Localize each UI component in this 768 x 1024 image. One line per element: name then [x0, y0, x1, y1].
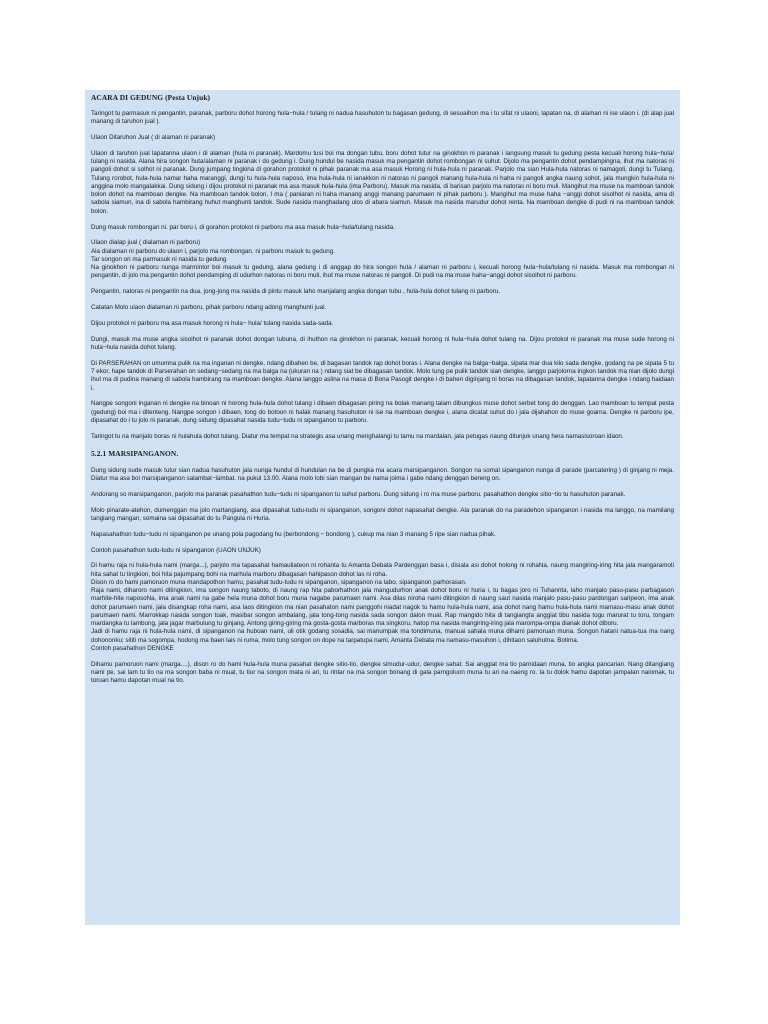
- paragraph: Di PARSERAHAN on umumna pulik na ma inganan ni dengke, ndang dibahen be, di bagasan tandok rap dohot boras i. Alana dengke na balga−balga, sipata mar dua kilo sada dengke, godang na pe sipata 5 tu 7 ekor, hape tandok di Parserahan on sedang−sedang na ma balga na (ukuran na ) ndang siat be dibagasan tandok. Molo tung pe pulik tandok sian dengke, ianggo parjolorna ingkon tandok ma nian dijolo dungi ihut ma di pudina manang di sabola hambirang na mamboan dengke. Alana langgo aslina na masa di Bona Pasogit dengke i di bahen diginjang ni boras na dibagasan tandok, lapatanna dengke i ndang haidaan i.: [91, 359, 674, 392]
- paragraph: Na ginokhon ni parboru nunga marmintor boi masuk tu gedung, alana gedung i di anggap do hira songon huta / alaman ni parboru i, kecuali horong hula−hula/tulang ni nasida. Masuk ma rombongan ni pengantin, di jolo ma pengantin dohot pendamping di udurhon natoras ni boru muli, ihut ma muse natoras ni pangoli. Di pudi na ma muse haha−anggi dohot sisolhot ni parboru.: [91, 264, 674, 280]
- paragraph: Andorang so marsipanganon, parjolo ma paranak pasahathon tudu−tudu ni sipanganon tu suhut parboru. Dung sidung i ro ma muse parboru. pasahathon dengke sitio−tio tu hasuhuton paranak.: [91, 490, 626, 498]
- paragraph: Taringot tu parmasuk ni pengantin, paranak, parboru dohot horong hula−hula / tulang ni nadua hasuhuton tu bagasan gedung, di sesuaihon ma i tu sifat ni ulaoni, lapatan na, di alaman ni ise ulaon i. (di alap jual manang di taruhon jual ).: [91, 110, 674, 126]
- paragraph: Catatan Molo ulaon dialaman ni parboru, pihak parboru ndang adong manghunti jual.: [91, 304, 327, 312]
- paragraph: Dison ro do hami pamoruon muna mandapothon hamu, pasahat tudu-tudu ni sipanganon, sipanganon na tabo, sipanganon parhorasan.: [91, 578, 467, 586]
- paragraph: Jadi di hamu raja ni hula-hula nami, di sipanganon na huboan nami, uli otik godang sosadia, sai manumpak ma tondimuna, manuai sahala muna dihami pamoruan muna. Songon hatani natua-tua ma nang dohononku; sititi ma sogompa, hodong ma baen lais ni ruma, molo tung songon on dope na tarpatupa nami, Amanta Debata ma namasu-masuhon i, dihitaon saluhutna. Botima.: [91, 628, 674, 644]
- paragraph: Ala dialaman ni parboru do ulaon i, parjolo ma rombongan. ni parboru masuk tu gedung.: [91, 247, 335, 255]
- paragraph: Ulaon dialap jual ( dialaman ni parboru): [91, 239, 201, 247]
- document-title: ACARA DI GEDUNG (Pesta Unjuk): [91, 93, 211, 102]
- paragraph: Dihamu pamoruon nami (marga....), dison ro do hami hula-hula muna pasahat dengke sitio-tio, dengke simudur-udur, dengke sahat. Sai anggiat ma tio parnidaan muna, tio angka pancarian. Nang ditangiang nami pe, sai lam tu tio na ma songon baba ni mual, tu tiur na songon mata ni ari, tu rintar na ma songon bonang di gala parngoluon muna tu ari na naeng ro. Ia tu dolok hamu dapotan jampalan naiomak, tu toruan hamu dapotan mual na tio.: [91, 660, 674, 685]
- paragraph: Nangpe songoni inganan ni dengke na binoan ni horong hula-hula dohot tulang i dibaen dibagasan piring na bolak manang talam dibungkus muse dohot serbet tong do denggan. Lao mamboan tu tempat pesta (gedung) boi ma i ditenteng. Nangpe songon i dibaen, tong do botoon ni halak manang hasuhuton ni ise na mamboan dengke i, alana dicatat suhut do i jala dijahahon do muse goarna. Dengke ni parboru ipe, dipasahat do i tu jolo ni paranak, dung sidung dipasahat nasida tudu−tudu ni sipanganon tu parboru.: [91, 400, 674, 424]
- section-heading: 5.2.1 MARSIPANGANON.: [91, 448, 179, 458]
- paragraph: Contoh pasahathon DENGKE: [91, 644, 174, 652]
- paragraph: Raja nami, diharoro nami ditingkion, ima songon naung taboto, di naung rap hita paborhathon jala mangudurhon anak dohot boru ni huria i, tu bagas joro ni Tuhannta, laho manjalo pasu-pasu parbagason marhite-hite naposoNa, ima anak nami na gabe hela muna dohot boru muna nagabe parumaen nami. Asa dilas niroha nami ditingkion di naung saut nasida manjalo pasu-pasu pardongan saripeon, ima anak dohot parumaen nami, jala disangkap roha nami, asa laos ditingkion ma nian pasahaton nami panggohi niadat nagok tu hamu hula-hula nami, asa dohot nang hamu hula-hula nami mamasu-masu anak dohot parumaen nami. Marrokkap nasida songon tuak, masibar songon ambalang, jala tong-tong nasida sada songon dalon mual. Rap mangido hita di tangiangta anggiat tibu nasida togu marurat tu toru, tongam mardangka tu lambung, jala jagar marbulung tu ginjang. Antong giring-giring ma gosta-gosta marboras ma singkoru, hatop ma nasida mangiring-iring jala marompa-ompa dianak dohot diboru.: [91, 587, 674, 628]
- paragraph: Napasahathon tudu−tudu ni sipanganon pe unang pola pagodang hu (berbondong − bondong ), cukup ma nian 3 manang 5 ripe sian nadua pihak.: [91, 530, 496, 538]
- paragraph: Ulaon di taruhon jual lapatanna ulaon i di alaman (huta ni paranak). Mardomu tusi boi ma dongan tubu, boru dohot tutur na ginokhon ni paranak i langsung masuk tu gedung pesta kecuali horong hula−hula/ tulang ni nasida. Alana hira songon huta/alaman ni paranak i do gedung i. Dung hundul be nasida masuk ma pengantin dohot rombongan ni suhut. Dijolo ma pengantin dohot pendampingna, ihut ma natoras ni pangoli dohot si solhot ni paranak. Dung jumpang tingkina di gorahon protokol ni pihak paranak ma asa masuk Horong ni hula-hula ni paranak. Parjolo ma sian Hula-hula natoras ni namagoli, dungi tu Tulang, Tulang rorobot, hula-hula namar haha maranggi, dungi tu hula-hula naposo, ima hula-hula ni ianakkon ni natoras ni pangoli manang hula-hula ni haha ni pangoli angka naung sohot, jala mungkin hula-hula ni anggina molo mangalakkai. Dung sidung i dijou protokol ni paranak ma asa masuk hula-hula (ima Parboru). Masuk ma nasida, di barisan parjolo ma natoras ni boru muli. Mangihut ma muse na mamboan tandok bolon dohot na mamboan dengke. Na mamboan tandok bolon, I ma ( paniaran ni haha manang anggi manang parumaen ni pihak parboru ). Mangihut ma muse haha −anggi dohot sisolhot ni nasida, ama di sabola siamun, ina di sabola hambirang huhut manghunti tandok. Sude nasida manghadang ulos di abara siamun. Masuk ma nasida marudur dohot renta. Na mamboan dengke di pudi ni na mamboan tandok bolon.: [91, 149, 674, 215]
- paragraph: Di hamu raja ni hula-hula nami (marga...), parjolo ma tapasahat hamauliateon ni rohanta tu Amanta Debata Pardenggan basa i, disiala asi dohot holong ni rohaNa, naung mangiring-iring hita jala mangaramoti hita sahat tu tingkion, boi hita pajumpang bohi na marhula marboru dibagasan hahipason dohot las ni roha.: [91, 562, 674, 578]
- paragraph: Taringot tu na manjalo boras ni hulahula dohot tulang. Diatur ma tempat na strategis asa unang menghalangi tu tamu na mardalan, jala petugas naung ditunjuk unang hera namasisoroan idaon.: [91, 432, 624, 440]
- paragraph: Dungi, masuk ma muse angka sisolhot ni paranak dohot dongan tubuna, di ihuthon na ginokhon ni paranak, kecuali horong ni hula−hula dohot tulang na. Dijou protokol ni paranak ma muse sude horong ni hula−hula nasida dohot tulang.: [91, 335, 674, 351]
- paragraph: Dung masuk rombongan ni. par boru i, di gorahon protokol ni parboru ma asa masuk hula−hula/tulang nasida.: [91, 223, 395, 231]
- document-page: [85, 90, 680, 925]
- paragraph: Molo pinarate-atehon, dumenggan ma jolo martangiang, asa dipasahat tudu-tudu ni sipanganon, songoni dohot napasahat dengke. Ala paranak do na paradehon sipanganon i nasida ma langgo, na mamilang tangiang mangan, somaina sai dipasahat do tu Pangula ni Huria.: [91, 506, 674, 522]
- paragraph: Contoh pasahathon tudu-tudu ni sipanganon (UAON UNJUK): [91, 546, 261, 554]
- paragraph: Tar songon on ma parmasuk ni nasida tu gedung: [91, 255, 227, 263]
- paragraph: Dijou protokol ni parboru ma asa masuk horong ni hula− hula/ tulang nasida sada-sada.: [91, 319, 334, 327]
- paragraph: Pengantin, natoras ni pengantin na dua, jong-jong ma nasida di pintu masuk laho manjalang angka dongan tubu , hula-hula dohot tulang ni parboru.: [91, 288, 500, 296]
- paragraph: Dung sidung sude masuk tutur sian nadua hasuhuton jala nunga hundul di hundulan na be di pungka ma acara marsipanganon. Songon na somal sipanganon nunga di parade (parcatering ) di ginjang ni meja. Diatur ma asa boi marsipanganon salambat−lambat. na pukul 13.00. Alana molo lobi sian mangan be nama joima i gabe ndang denggan bereng on.: [91, 466, 674, 482]
- paragraph: Ulaon Ditaruhon Jual ( di alaman ni paranak): [91, 134, 216, 142]
